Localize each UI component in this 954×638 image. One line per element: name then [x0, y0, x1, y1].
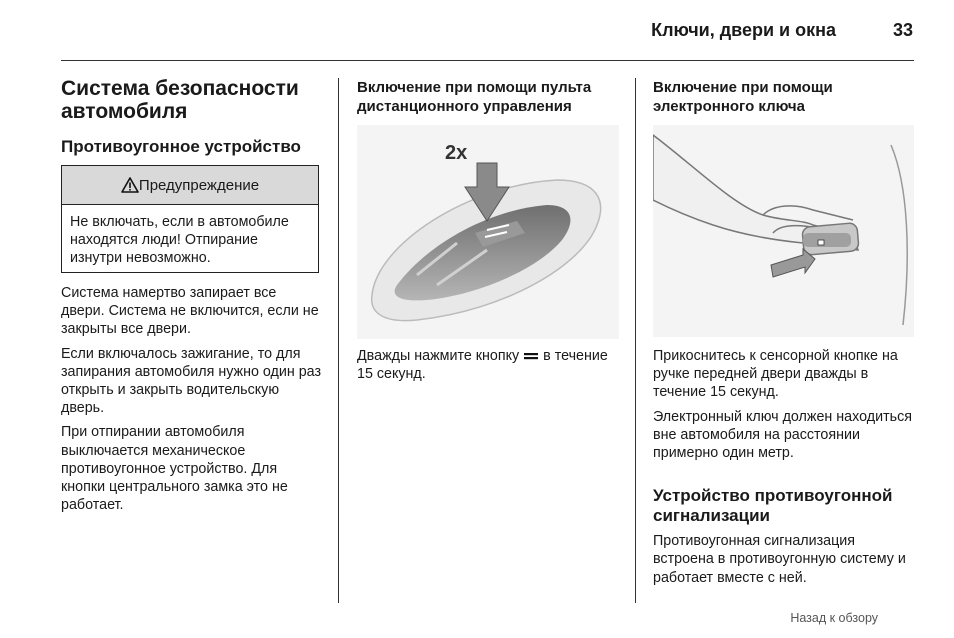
- column-2: [357, 78, 619, 116]
- electronic-key-heading: Включение при помощи электронного ключа: [653, 79, 833, 115]
- column-divider-2: [635, 78, 636, 603]
- paragraph: Электронный ключ должен находиться вне автомобиля на расстоянии примерно один метр.: [653, 408, 912, 462]
- warning-text: Не включать, если в автомобиле находятся люди! Отпирание изнутри невозможно.: [70, 214, 289, 267]
- paragraph: Система намертво запирает все двери. Система не включится, если не закрыты все двери.: [61, 285, 319, 338]
- press-count-label: 2x: [445, 142, 468, 164]
- paragraph: Противоугонная сигнализация встроена в противоугонную систему и работает вместе с ней.: [653, 533, 906, 586]
- caption-text: в течение 15 секунд.: [357, 348, 608, 383]
- column-1: [61, 78, 323, 157]
- column-1-body: [61, 284, 323, 520]
- paragraph: При отпирании автомобиля выключается механическое противоугонное устройство. Для кнопки центрального замка это не работает.: [61, 424, 288, 514]
- warning-box: [61, 165, 319, 273]
- column-3: [653, 78, 915, 116]
- lock-button-icon: [523, 351, 539, 361]
- paragraph: Если включалось зажигание, то для запирания автомобиля нужно один раз открыть и закрыть водительскую дверь.: [61, 345, 322, 417]
- alarm-heading: Устройство противоугонной сигнализации: [653, 486, 893, 526]
- page-number: 33: [893, 20, 914, 40]
- warning-triangle-icon: [121, 177, 139, 193]
- column-3-body: [653, 347, 915, 593]
- section-heading: Противоугонное устройство: [61, 137, 301, 156]
- back-to-overview-link[interactable]: Назад к обзору: [790, 611, 878, 625]
- remote-caption: [357, 347, 619, 389]
- page-title: Система безопасности автомобиля: [61, 77, 299, 123]
- remote-key-icon: [357, 125, 619, 339]
- warning-header: [62, 166, 318, 205]
- warning-title: Предупреждение: [138, 176, 260, 194]
- door-handle-icon: [653, 125, 914, 337]
- remote-key-illustration: [357, 125, 619, 339]
- header-rule: [61, 60, 914, 61]
- column-divider-1: [338, 78, 339, 603]
- door-handle-illustration: [653, 125, 914, 337]
- caption-text: Дважды нажмите кнопку: [357, 348, 520, 364]
- remote-heading: Включение при помощи пульта дистанционного управления: [357, 79, 592, 115]
- section-title: Ключи, двери и окна: [651, 20, 836, 40]
- paragraph: Прикоснитесь к сенсорной кнопке на ручке передней двери дважды в течение 15 секунд.: [653, 348, 898, 401]
